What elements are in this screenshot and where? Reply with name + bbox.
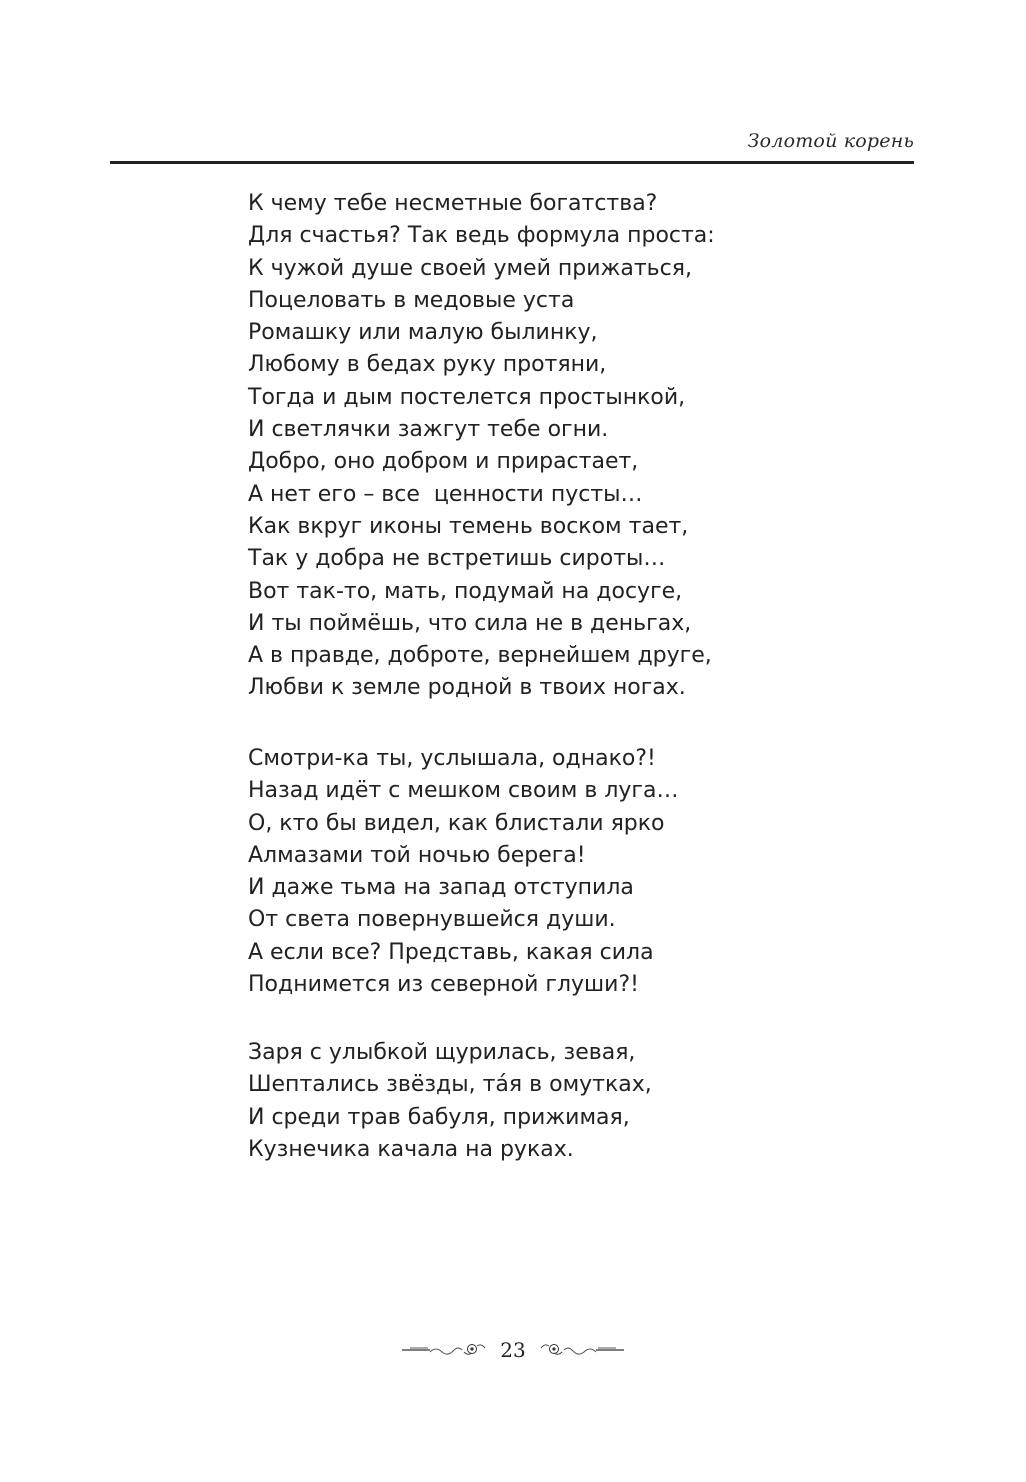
poem-stanza-1 [248, 188, 715, 705]
poem-line: Алмазами той ночью берега! [248, 842, 586, 868]
poem-line: А нет его – все ценности пусты… [248, 481, 643, 507]
poem-line: К чужой душе своей умей прижаться, [248, 255, 692, 281]
header-rule [110, 161, 914, 164]
poem-line: Для счастья? Так ведь формула проста: [248, 223, 715, 249]
poem-line: Любому в бедах руку протяни, [248, 352, 607, 378]
poem-stanza-3 [248, 1037, 652, 1166]
poem-line: Ромашку или малую былинку, [248, 320, 598, 346]
poem-line: А в правде, доброте, вернейшем друге, [248, 643, 712, 669]
poem-line: И светлячки зажгут тебе огни. [248, 417, 609, 443]
poem-line: Кузнечика качала на руках. [248, 1136, 574, 1162]
poem-line: Так у добра не встретишь сироты… [248, 546, 666, 572]
poem-line: Назад идёт с мешком своим в луга… [248, 778, 679, 804]
poem-line: Смотри-ка ты, услышала, однако?! [248, 746, 656, 771]
poem-line: Тогда и дым постелется простынкой, [248, 384, 686, 410]
poem-line: Поцеловать в медовые уста [248, 287, 575, 313]
poem-line: Добро, оно добром и прирастает, [248, 449, 639, 475]
floral-flourish-right-icon [534, 1340, 626, 1360]
poem-line: Как вкруг иконы темень воском тает, [248, 513, 689, 539]
poem-line: Вот так-то, мать, подумай на досуге, [248, 578, 683, 604]
running-header-title: Золотой корень [747, 130, 914, 152]
floral-flourish-left-icon [400, 1340, 492, 1360]
poem-line: И ты поймёшь, что сила не в деньгах, [248, 610, 692, 636]
poem-line: О, кто бы видел, как блистали ярко [248, 810, 665, 836]
poem-line: Шептались звёзды, та́я в омутках, [248, 1072, 652, 1098]
poem-line: Любви к земле родной в твоих ногах. [248, 675, 686, 701]
poem-line: Заря с улыбкой щурилась, зевая, [248, 1040, 636, 1065]
poem-stanza-2 [248, 743, 678, 1001]
poem-line: К чему тебе несметные богатства? [248, 191, 658, 216]
page-number: 23 [500, 1338, 526, 1362]
poem-line: И даже тьма на запад отступила [248, 875, 634, 901]
poem-line: Поднимется из северной глуши?! [248, 972, 639, 998]
poem-line: От света повернувшейся души. [248, 907, 616, 933]
poem-line: И среди трав бабуля, прижимая, [248, 1104, 630, 1130]
poem-line: А если все? Представь, какая сила [248, 939, 654, 965]
page-footer [0, 1338, 1026, 1362]
